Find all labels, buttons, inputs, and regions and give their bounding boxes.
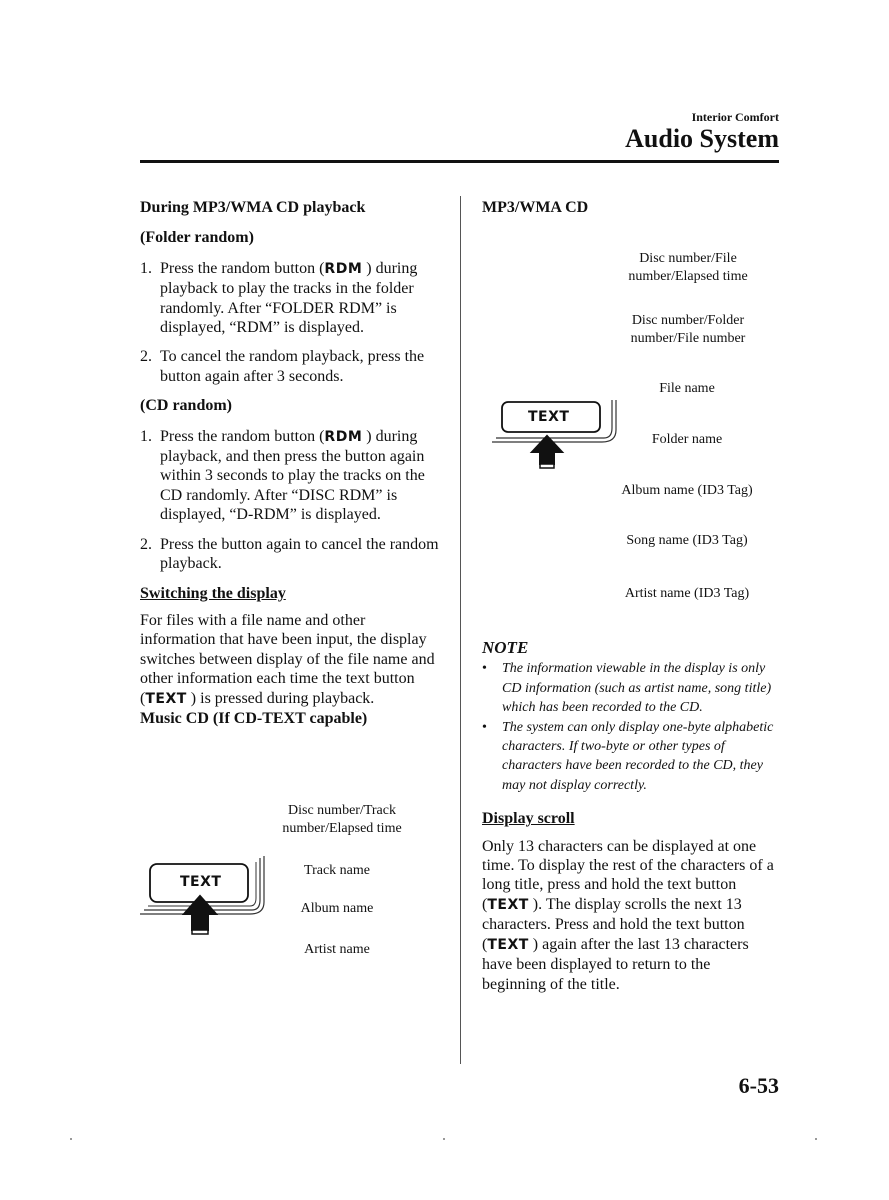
folder-name-label: Folder name <box>651 432 723 447</box>
section-title: Interior Comfort <box>691 110 779 124</box>
item-number: 1. <box>140 427 152 445</box>
artist-id3-label: Artist name (ID3 Tag) <box>624 586 750 601</box>
print-mark <box>815 1138 817 1140</box>
item-text: Press the random button (RDM ) during playback, and then press the button again within 3 seconds to play the tracks on the CD randomly. After “DISC RDM” is displayed, “D-RDM” is displayed. <box>160 427 425 524</box>
file-name-label: File name <box>659 381 715 396</box>
note-text: The system can only display one-byte alphabetic characters. If two-byte or other types of characters have been recorded to the CD, they may not display correctly. <box>502 719 774 793</box>
note-title: NOTE <box>482 638 529 657</box>
switching-display-heading: Switching the display <box>140 584 286 602</box>
rdm-button-label: RDM <box>324 260 363 277</box>
cd-random-heading: (CD random) <box>140 397 232 415</box>
text-button-label: TEXT <box>487 896 529 913</box>
display-scroll-text: Only 13 characters can be displayed at one time. To display the rest of the characters of a long title, press and hold the text button (TEXT ). The display scrolls the next 13 characters. Press and hold the text button (TEXT ) again after the last 13 characters have been displayed to return to the beginning of the title. <box>482 837 774 993</box>
track-name-label: Track name <box>304 863 370 878</box>
album-name-label: Album name <box>300 901 374 916</box>
print-mark <box>443 1138 445 1140</box>
folder-random-heading: (Folder random) <box>140 229 254 247</box>
music-cd-diagram <box>140 800 450 957</box>
column-divider <box>460 196 461 1064</box>
rdm-button-label: RDM <box>324 428 363 445</box>
item-text: Press the random button (RDM ) during playback to play the tracks in the folder randomly. After “FOLDER RDM” is displayed, “RDM” is displayed. <box>160 259 418 337</box>
page-number: 6-53 <box>738 1073 779 1098</box>
switching-display-text: For files with a file name and other information that have been input, the display switches between display of the file name and other information each time the text button (TEXT ) is pressed during playback. <box>140 611 435 707</box>
list-item <box>140 535 440 574</box>
text-button-label: TEXT <box>145 690 187 707</box>
item-number: 2. <box>140 348 152 366</box>
list-item <box>140 427 440 525</box>
list-item <box>140 259 440 338</box>
mp3-playback-heading: During MP3/WMA CD playback <box>140 199 366 216</box>
note-list <box>482 659 774 795</box>
chapter-title: Audio System <box>625 124 779 153</box>
display-scroll-heading: Display scroll <box>482 810 575 828</box>
song-id3-label: Song name (ID3 Tag) <box>626 533 748 548</box>
note-section <box>482 638 774 994</box>
disc-file-label: Disc number/File number/Elapsed time <box>628 251 748 284</box>
item-text: Press the button again to cancel the random playback. <box>160 535 439 573</box>
disc-folder-label: Disc number/Folder number/File number <box>630 313 746 346</box>
mp3-wma-cd-diagram <box>482 250 782 610</box>
note-text: The information viewable in the display is only CD information (such as artist name, song title) which has been recorded to the CD. <box>502 661 772 716</box>
disc-track-label: Disc number/Track number/Elapsed time <box>282 803 402 836</box>
header-rule <box>140 160 779 163</box>
item-number: 2. <box>140 535 152 553</box>
list-item: • The information viewable in the display is only CD information (such as artist name, song title) which has been recorded to the CD. <box>482 659 774 717</box>
list-item <box>140 347 440 386</box>
item-text: To cancel the random playback, press the button again after 3 seconds. <box>160 348 425 385</box>
album-id3-label: Album name (ID3 Tag) <box>621 483 753 498</box>
artist-name-label: Artist name <box>304 942 370 957</box>
text-button-label: TEXT <box>487 936 529 953</box>
print-mark <box>70 1138 72 1140</box>
music-cd-heading: Music CD (If CD-TEXT capable) <box>140 709 368 727</box>
item-number: 1. <box>140 259 152 277</box>
list-item: • The system can only display one-byte alphabetic characters. If two-byte or other types of characters have been recorded to the CD, they may not display correctly. <box>482 718 774 796</box>
left-column <box>140 198 440 739</box>
text-button-label: TEXT <box>528 409 570 425</box>
mp3-wma-cd-heading: MP3/WMA CD <box>482 199 589 216</box>
text-button-label: TEXT <box>180 874 222 890</box>
right-column <box>482 198 782 228</box>
